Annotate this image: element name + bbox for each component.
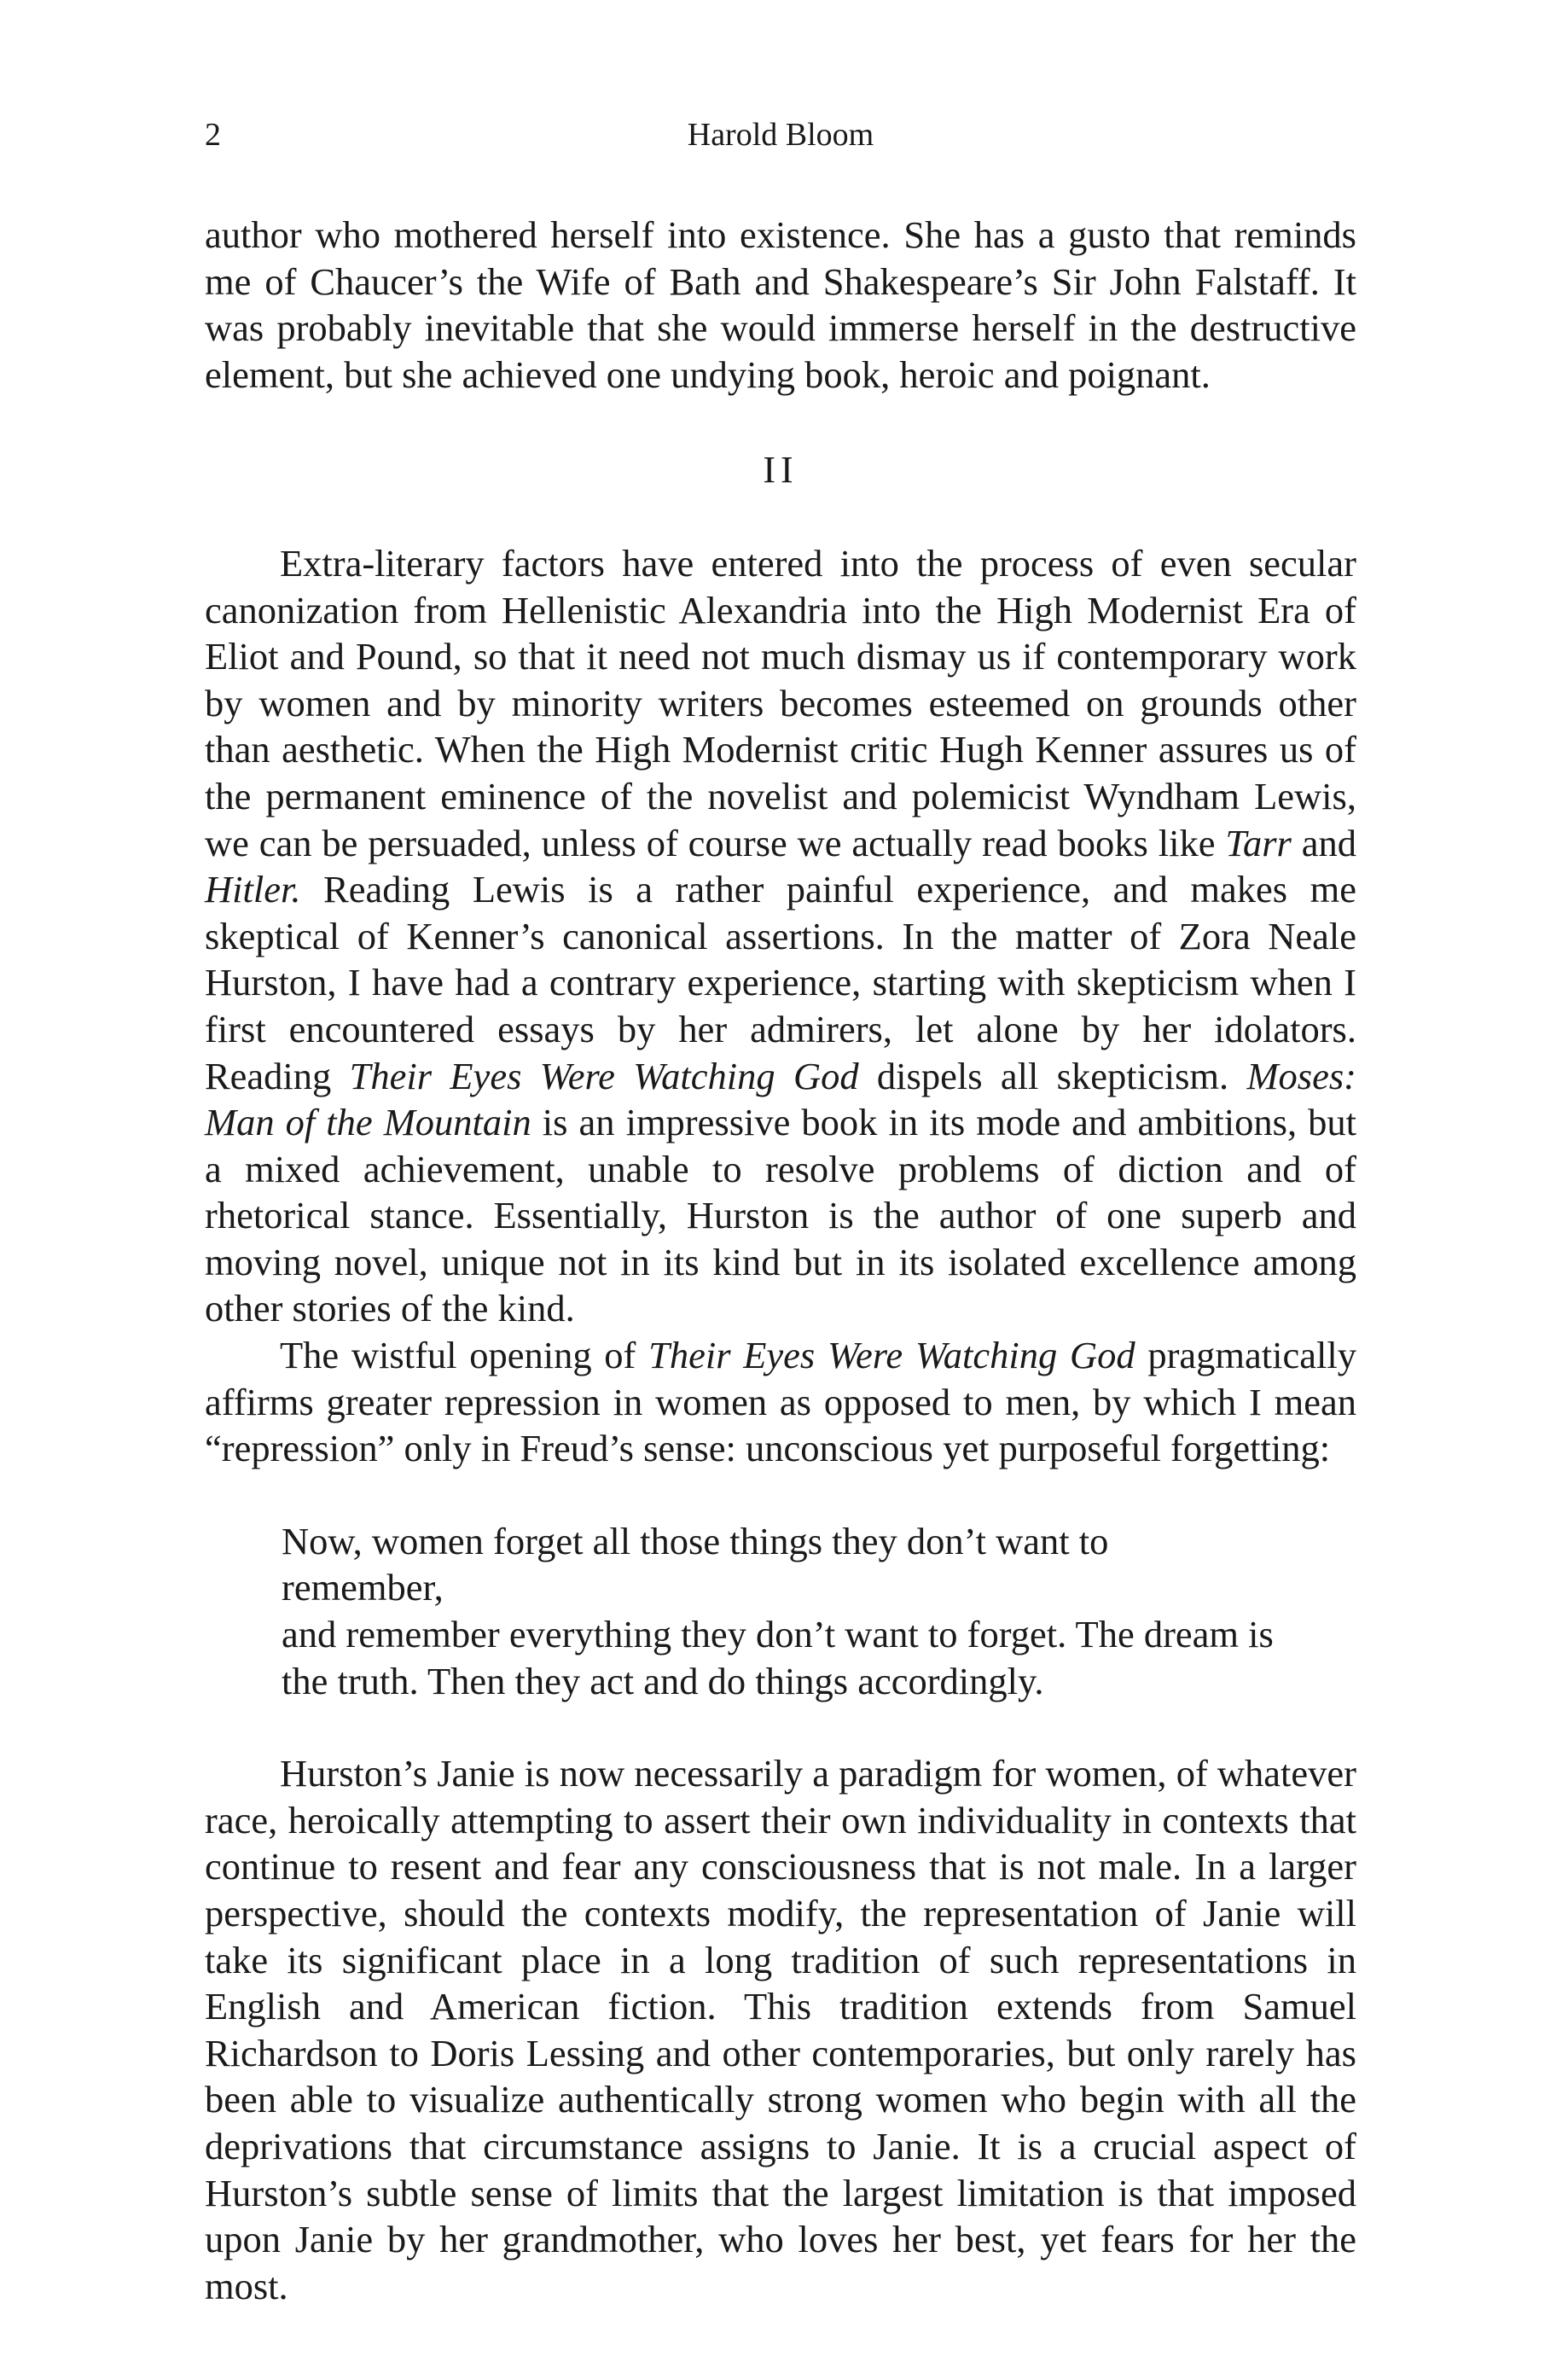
title-tarr: Tarr xyxy=(1225,821,1292,864)
paragraph-3: Hurston’s Janie is now necessarily a paradigm for women, of whatever race, heroically attempting to assert their own individuality in contexts that continue to resent and fear any consciousness that is not male. In a larger perspective, should the contexts modify, the representation of Janie will take its significant place in a long tradition of such representations in English and American fiction. This tradition extends from Samuel Richardson to Doris Lessing and other contemporaries, but only rarely has been able to visualize authentically strong women who begin with all the deprivations that circumstance assigns to Janie. It is a crucial aspect of Hurston’s subtle sense of limits that the largest limitation is that imposed upon Janie by her grandmother, who loves her best, yet fears for her the most. xyxy=(205,1752,1356,2307)
quote-line-2: and remember everything they don’t want to forget. The dream is xyxy=(282,1613,1274,1656)
paragraph-1: Extra-literary factors have entered into the process of even secular canonization from Hellenistic Alexandria into the High Modernist Era of Eliot and Pound, so that it need not much dismay us if contemporary work by women and by minority writers becomes esteemed on grounds other than aesthetic. When the High Modernist critic Hugh Kenner assures us of the permanent eminence of the novelist and polemicist Wyndham Lewis, we can be persuaded, unless of course we actually read books like Tarr and Hitler. Reading Lewis is a rather painful experience, and makes me skeptical of Kenner’s canonical assertions. In the matter of Zora Neale Hurston, I have had a contrary experience, starting with skepticism when I first encountered essays by her admirers, let alone by her idolators. Reading Their Eyes Were Watching God dispels all skepticism. Moses: Man of the Mountain is an impressive book in its mode and ambitions, but a mixed achievement, unable to resolve problems of diction and of rhetorical stance. Essentially, Hurston is the author of one superb and moving novel, unique not in its kind but in its isolated excellence among other stories of the kind. xyxy=(205,541,1357,1330)
paragraph-2: The wistful opening of Their Eyes Were Watching God pragmatically affirms greater repression in women as opposed to men, by which I mean “repression” only in Freud’s sense: unconscious yet purposeful forgetting: xyxy=(205,1334,1356,1470)
continuation-paragraph: author who mothered herself into existence. She has a gusto that reminds me of Chaucer’s the Wife of Bath and Shakespeare’s Sir John Falstaff. It was probably inevitable that she would immerse herself in the destructive element, but she achieved one undying book, heroic and poignant. xyxy=(205,213,1356,396)
block-quote xyxy=(282,1518,1280,1704)
quote-line-3: the truth. Then they act and do things accordingly. xyxy=(282,1659,1044,1702)
page-number: 2 xyxy=(205,117,221,153)
title-their-eyes-2: Their Eyes Were Watching God xyxy=(648,1334,1135,1377)
page-header xyxy=(205,109,1356,160)
quote-line-1: Now, women forget all those things they don’t want to remember, xyxy=(282,1519,1109,1609)
title-moses: Moses: Man of the Mountain xyxy=(205,1054,1356,1144)
title-hitler: Hitler. xyxy=(205,868,301,911)
running-head: Harold Bloom xyxy=(687,117,874,153)
body-text xyxy=(205,212,1356,2309)
title-their-eyes: Their Eyes Were Watching God xyxy=(349,1054,859,1097)
section-number: II xyxy=(763,449,799,492)
